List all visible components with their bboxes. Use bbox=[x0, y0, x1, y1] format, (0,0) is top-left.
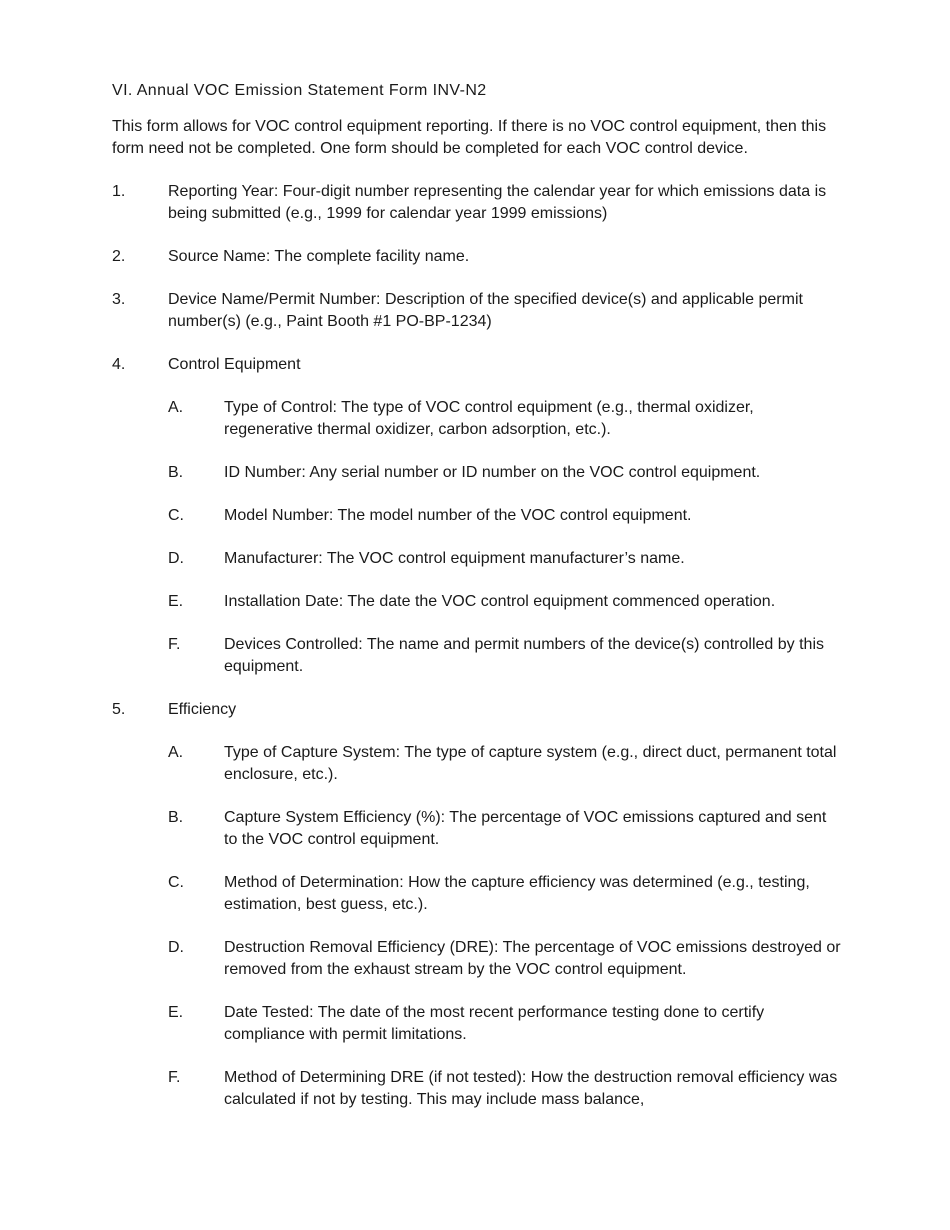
sub-item-text: Installation Date: The date the VOC control equipment commenced operation. bbox=[224, 593, 776, 610]
item-number: 5. bbox=[112, 701, 126, 718]
sub-item-text: Destruction Removal Efficiency (DRE): The percentage of VOC emissions destroyed or removed from the exhaust stream by the VOC control equipment. bbox=[224, 939, 841, 978]
sub-item-text: Model Number: The model number of the VOC control equipment. bbox=[224, 507, 692, 524]
sub-item-letter: E. bbox=[168, 593, 184, 610]
sub-item-letter: A. bbox=[168, 399, 184, 416]
sub-item-installation-date bbox=[168, 591, 842, 613]
list-item-control-equipment bbox=[112, 354, 842, 376]
sub-item-letter: D. bbox=[168, 939, 184, 956]
list-item-device-name bbox=[112, 289, 842, 333]
sub-item-letter: C. bbox=[168, 507, 184, 524]
sub-item-text: Date Tested: The date of the most recent performance testing done to certify compliance with permit limitations. bbox=[224, 1004, 765, 1043]
sub-item-letter: E. bbox=[168, 1004, 184, 1021]
sub-item-capture-system-type bbox=[168, 742, 842, 786]
sub-item-text: Method of Determining DRE (if not tested): How the destruction removal efficiency was calculated if not by testing. This may include mass balance, bbox=[224, 1069, 838, 1108]
sub-item-letter: F. bbox=[168, 1069, 181, 1086]
sub-item-letter: C. bbox=[168, 874, 184, 891]
sub-item-text: Method of Determination: How the capture efficiency was determined (e.g., testing, estimation, best guess, etc.). bbox=[224, 874, 810, 913]
item-text: Efficiency bbox=[168, 701, 237, 718]
item-text: Reporting Year: Four-digit number representing the calendar year for which emissions data is being submitted (e.g., 1999 for calendar year 1999 emissions) bbox=[168, 183, 827, 222]
sub-item-dre bbox=[168, 937, 842, 981]
sub-item-letter: B. bbox=[168, 464, 184, 481]
list-item-source-name bbox=[112, 246, 842, 268]
sub-item-model-number bbox=[168, 505, 842, 527]
item-text: Source Name: The complete facility name. bbox=[168, 248, 470, 265]
item-number: 3. bbox=[112, 291, 126, 308]
sub-item-text: Manufacturer: The VOC control equipment manufacturer’s name. bbox=[224, 550, 685, 567]
sub-item-capture-efficiency bbox=[168, 807, 842, 851]
sub-item-text: Capture System Efficiency (%): The percentage of VOC emissions captured and sent to the VOC control equipment. bbox=[224, 809, 827, 848]
sub-item-letter: D. bbox=[168, 550, 184, 567]
item-number: 1. bbox=[112, 183, 126, 200]
sub-item-letter: A. bbox=[168, 744, 184, 761]
sub-item-letter: F. bbox=[168, 636, 181, 653]
sub-item-method-of-determining-dre bbox=[168, 1067, 842, 1111]
section-title: VI. Annual VOC Emission Statement Form INV-N2 bbox=[112, 82, 487, 99]
item-text: Control Equipment bbox=[168, 356, 301, 373]
sub-item-manufacturer bbox=[168, 548, 842, 570]
list-item-efficiency bbox=[112, 699, 842, 721]
sub-item-text: Type of Capture System: The type of capture system (e.g., direct duct, permanent total enclosure, etc.). bbox=[224, 744, 837, 783]
sub-item-devices-controlled bbox=[168, 634, 842, 678]
sub-item-text: Devices Controlled: The name and permit numbers of the device(s) controlled by this equipment. bbox=[224, 636, 824, 675]
item-text: Device Name/Permit Number: Description of the specified device(s) and applicable permit number(s) (e.g., Paint Booth #1 PO-BP-1234) bbox=[168, 291, 803, 330]
sub-item-text: ID Number: Any serial number or ID number on the VOC control equipment. bbox=[224, 464, 761, 481]
sub-item-type-of-control bbox=[168, 397, 842, 441]
sub-item-id-number bbox=[168, 462, 842, 484]
sub-item-text: Type of Control: The type of VOC control equipment (e.g., thermal oxidizer, regenerative thermal oxidizer, carbon adsorption, etc.). bbox=[224, 399, 754, 438]
sub-item-method-of-determination bbox=[168, 872, 842, 916]
sub-item-letter: B. bbox=[168, 809, 184, 826]
item-number: 2. bbox=[112, 248, 126, 265]
list-item-reporting-year bbox=[112, 181, 842, 225]
document-page bbox=[112, 80, 842, 1111]
item-number: 4. bbox=[112, 356, 126, 373]
intro-paragraph: This form allows for VOC control equipment reporting. If there is no VOC control equipment, then this form need not be completed. One form should be completed for each VOC control device. bbox=[112, 118, 827, 157]
sub-item-date-tested bbox=[168, 1002, 842, 1046]
